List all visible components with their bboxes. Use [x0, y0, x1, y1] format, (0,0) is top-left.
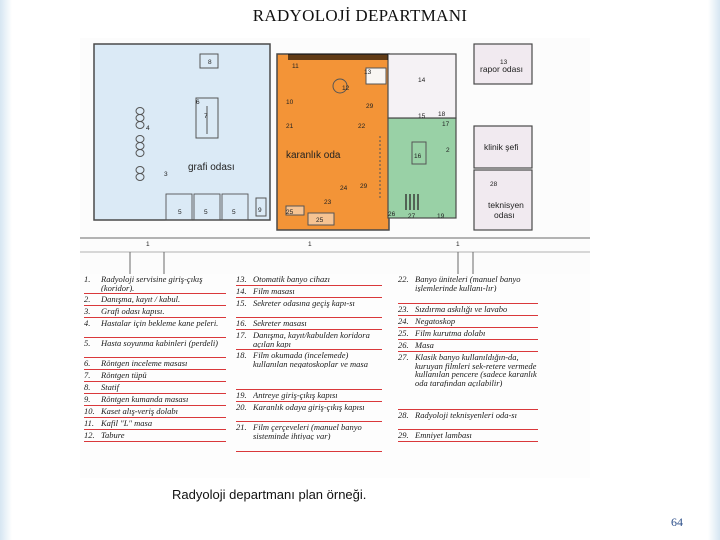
legend-item-5: 5. Hasta soyunma kabinleri (perdeli) [84, 338, 226, 358]
num-16: 16 [414, 153, 422, 160]
num-21: 21 [286, 123, 294, 130]
num-12: 12 [342, 85, 350, 92]
num-1c: 1 [456, 241, 460, 248]
legend-item-28: 28. Radyoloji teknisyenleri oda-sı [398, 410, 538, 430]
figure-caption: Radyoloji departmanı plan örneği. [172, 487, 367, 502]
legend-item-19: 19. Antreye giriş-çıkış kapısı [236, 390, 382, 402]
num-27: 27 [408, 213, 416, 220]
num-1a: 1 [146, 241, 150, 248]
hatched-wall [288, 54, 388, 60]
legend-item-24: 24. Negatoskop [398, 316, 538, 328]
num-17: 17 [442, 121, 450, 128]
room-label-teknisyen-1: teknisyen [488, 200, 524, 210]
room-label-klinik: klinik şefi [484, 142, 519, 152]
legend-item-26: 26. Masa [398, 340, 538, 352]
num-15: 15 [418, 113, 426, 120]
num-10: 10 [286, 99, 294, 106]
room-label-teknisyen-2: odası [494, 210, 515, 220]
num-8: 8 [208, 59, 212, 66]
floor-plan-drawing [80, 38, 590, 274]
num-7: 7 [204, 113, 208, 120]
legend-item-6: 6. Röntgen inceleme masası [84, 358, 226, 370]
room-label-grafi: grafi odası [188, 162, 235, 173]
legend-item-25: 25. Film kurutma dolabı [398, 328, 538, 340]
secretary-room [388, 118, 456, 218]
film-room [388, 54, 456, 118]
legend-item-10: 10. Kaset alış-veriş dolabı [84, 406, 226, 418]
num-2: 2 [446, 147, 450, 154]
num-19: 19 [437, 213, 445, 220]
legend-item-11: 11. Kafil "L" masa [84, 418, 226, 430]
legend-item-20: 20. Karanlık odaya giriş-çıkış kapısı [236, 402, 382, 422]
num-22: 22 [358, 123, 366, 130]
slide-right-gradient [708, 0, 720, 540]
legend-item-22: 22. Banyo üniteleri (manuel banyo işlemlerinde kullanı-lır) [398, 274, 538, 304]
legend-column-2 [236, 274, 382, 452]
legend-column-3 [398, 274, 538, 442]
legend-item-17: 17. Danışma, kayıt/kabulden koridora açılan kapı [236, 330, 382, 350]
legend-item-3: 3. Grafi odası kapısı. [84, 306, 226, 318]
legend-item-1: 1. Radyoloji servisine giriş-çıkış (koridor). [84, 274, 226, 294]
num-28-side: 28 [490, 181, 498, 188]
num-9: 9 [258, 207, 262, 214]
legend-item-14: 14. Film masası [236, 286, 382, 298]
legend-item-8: 8. Statif [84, 382, 226, 394]
num-25a: 25 [286, 209, 294, 216]
legend-item-27: 27. Klasik banyo kullanıldığın-da, kuruyan filmleri sek-retere vermede kullanılan pencere (sadece karanlık oda tarafından açılabilir) [398, 352, 538, 410]
num-5a: 5 [178, 209, 182, 216]
num-26: 26 [388, 211, 396, 218]
legend-item-18: 18. Film okumada (incelemede) kullanılan negatoskoplar ve masa [236, 350, 382, 390]
legend-item-21: 21. Film çerçeveleri (manuel banyo sisteminde ihtiyaç var) [236, 422, 382, 452]
num-18: 18 [438, 111, 446, 118]
legend-item-16: 16. Sekreter masası [236, 318, 382, 330]
num-29a: 29 [366, 103, 374, 110]
num-13b: 13 [500, 59, 508, 66]
num-23: 23 [324, 199, 332, 206]
num-13a: 13 [364, 69, 372, 76]
num-5b: 5 [204, 209, 208, 216]
legend-item-15: 15. Sekreter odasına geçiş kapı-sı [236, 298, 382, 318]
legend-item-9: 9. Röntgen kumanda masası [84, 394, 226, 406]
legend-item-4: 4. Hastalar için bekleme kane peleri. [84, 318, 226, 338]
page-number: 64 [671, 515, 683, 529]
legend-item-13: 13. Otomatik banyo cihazı [236, 274, 382, 286]
legend-item-2: 2. Danışma, kayıt / kabul. [84, 294, 226, 306]
num-4: 4 [146, 125, 150, 132]
num-25b: 25 [316, 217, 324, 224]
num-5c: 5 [232, 209, 236, 216]
floor-plan-figure [80, 38, 590, 478]
num-11: 11 [292, 63, 299, 70]
slide-title: RADYOLOJİ DEPARTMANI [252, 6, 468, 25]
legend-item-29: 29. Emniyet lambası [398, 430, 538, 442]
plan-legend [80, 274, 590, 478]
num-1b: 1 [308, 241, 312, 248]
num-3: 3 [164, 171, 168, 178]
room-label-rapor: rapor odası [480, 64, 523, 74]
legend-column-1 [84, 274, 226, 442]
num-6: 6 [196, 99, 200, 106]
legend-item-7: 7. Röntgen tüpü [84, 370, 226, 382]
room-label-karanlik: karanlık oda [286, 150, 341, 161]
slide-left-gradient [0, 0, 12, 540]
num-14: 14 [418, 77, 426, 84]
num-29b: 29 [360, 183, 368, 190]
legend-item-23: 23. Sızdırma askılığı ve lavabo [398, 304, 538, 316]
num-24: 24 [340, 185, 348, 192]
legend-item-12: 12. Tabure [84, 430, 226, 442]
